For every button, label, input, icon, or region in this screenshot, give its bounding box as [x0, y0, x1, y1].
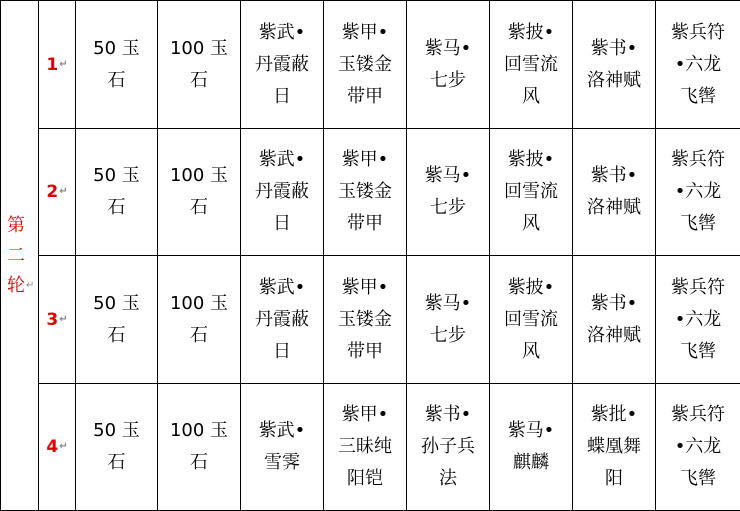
- prize-cell: [490, 383, 573, 510]
- prize-text: 100 玉石: [169, 419, 229, 473]
- row-number-cell: [39, 256, 76, 383]
- prize-text: 50 玉石: [93, 37, 140, 91]
- row-number-cell: [39, 1, 76, 129]
- table-row: [1, 256, 740, 383]
- prize-text: 紫马•七步: [424, 37, 472, 91]
- prize-cell: [158, 129, 241, 256]
- prize-cell: [573, 129, 656, 256]
- prize-cell: [158, 256, 241, 383]
- paragraph-mark: ↵: [59, 440, 68, 452]
- prize-cell: [241, 256, 324, 383]
- prize-text: 紫披•回雪流风: [504, 21, 558, 107]
- prize-cell: [76, 383, 158, 510]
- round-label-cell: [1, 1, 39, 511]
- prize-text: 紫兵符•六龙飞辔: [671, 149, 725, 235]
- prize-text: 100 玉石: [169, 292, 229, 346]
- prize-cell: [158, 1, 241, 129]
- prize-cell: [573, 1, 656, 129]
- prize-cell: [573, 383, 656, 510]
- prize-text: 紫马•七步: [424, 292, 472, 346]
- prize-text: 紫披•回雪流风: [504, 149, 558, 235]
- prize-text: 紫书•洛神赋: [587, 165, 641, 219]
- prize-text: 紫披•回雪流风: [504, 276, 558, 362]
- prize-text: 紫武•丹霞蔽日: [255, 21, 309, 107]
- prize-text: 100 玉石: [169, 165, 229, 219]
- paragraph-mark: ↵: [59, 186, 68, 198]
- prize-text: 紫甲•三昧纯阳铠: [338, 403, 392, 489]
- prize-cell: [407, 383, 490, 510]
- prize-cell: [76, 129, 158, 256]
- prize-text: 50 玉石: [93, 419, 140, 473]
- table-row: [1, 383, 740, 510]
- prize-cell: [241, 1, 324, 129]
- prize-text: 紫武•丹霞蔽日: [255, 276, 309, 362]
- prize-cell: [407, 129, 490, 256]
- paragraph-mark: ↵: [59, 58, 68, 70]
- prize-cell: [76, 256, 158, 383]
- table-row: [1, 1, 740, 129]
- prize-cell: [656, 129, 740, 256]
- prize-cell: [241, 383, 324, 510]
- prize-text: 紫甲•玉镂金带甲: [338, 21, 392, 107]
- prize-text: 紫甲•玉镂金带甲: [338, 276, 392, 362]
- prize-text: 100 玉石: [169, 37, 229, 91]
- prize-text: 紫武•雪霁: [258, 419, 306, 473]
- prize-cell: [490, 129, 573, 256]
- table-row: [1, 129, 740, 256]
- prize-text: 紫甲•玉镂金带甲: [338, 149, 392, 235]
- row-number: 1: [46, 54, 59, 75]
- paragraph-mark: ↵: [26, 279, 35, 291]
- prize-text: 紫书•洛神赋: [587, 37, 641, 91]
- prize-text: 50 玉石: [93, 292, 140, 346]
- row-number-cell: [39, 129, 76, 256]
- prize-cell: [573, 256, 656, 383]
- prize-text: 紫兵符•六龙飞辔: [671, 21, 725, 107]
- prize-text: 紫兵符•六龙飞辔: [671, 276, 725, 362]
- prize-cell: [656, 1, 740, 129]
- prize-cell: [324, 383, 407, 510]
- row-number: 3: [46, 309, 59, 330]
- row-number: 4: [46, 436, 59, 457]
- prize-cell: [324, 129, 407, 256]
- paragraph-mark: ↵: [59, 313, 68, 325]
- row-number: 2: [46, 182, 59, 203]
- prize-text: 50 玉石: [93, 165, 140, 219]
- round-label: 第二轮: [7, 214, 25, 296]
- prize-cell: [407, 256, 490, 383]
- prize-cell: [241, 129, 324, 256]
- prize-cell: [407, 1, 490, 129]
- prize-text: 紫书•洛神赋: [587, 292, 641, 346]
- prize-cell: [656, 383, 740, 510]
- row-number-cell: [39, 383, 76, 510]
- prize-cell: [490, 256, 573, 383]
- prize-cell: [324, 256, 407, 383]
- prize-cell: [158, 383, 241, 510]
- prize-text: 紫兵符•六龙飞辔: [671, 403, 725, 489]
- prize-text: 紫马•七步: [424, 165, 472, 219]
- prize-text: 紫武•丹霞蔽日: [255, 149, 309, 235]
- prize-cell: [656, 256, 740, 383]
- prize-text: 紫书•孙子兵法: [421, 403, 475, 489]
- prize-text: 紫批•蝶凰舞阳: [587, 403, 641, 489]
- prize-cell: [490, 1, 573, 129]
- prize-cell: [324, 1, 407, 129]
- prize-text: 紫马•麒麟: [507, 419, 555, 473]
- prize-cell: [76, 1, 158, 129]
